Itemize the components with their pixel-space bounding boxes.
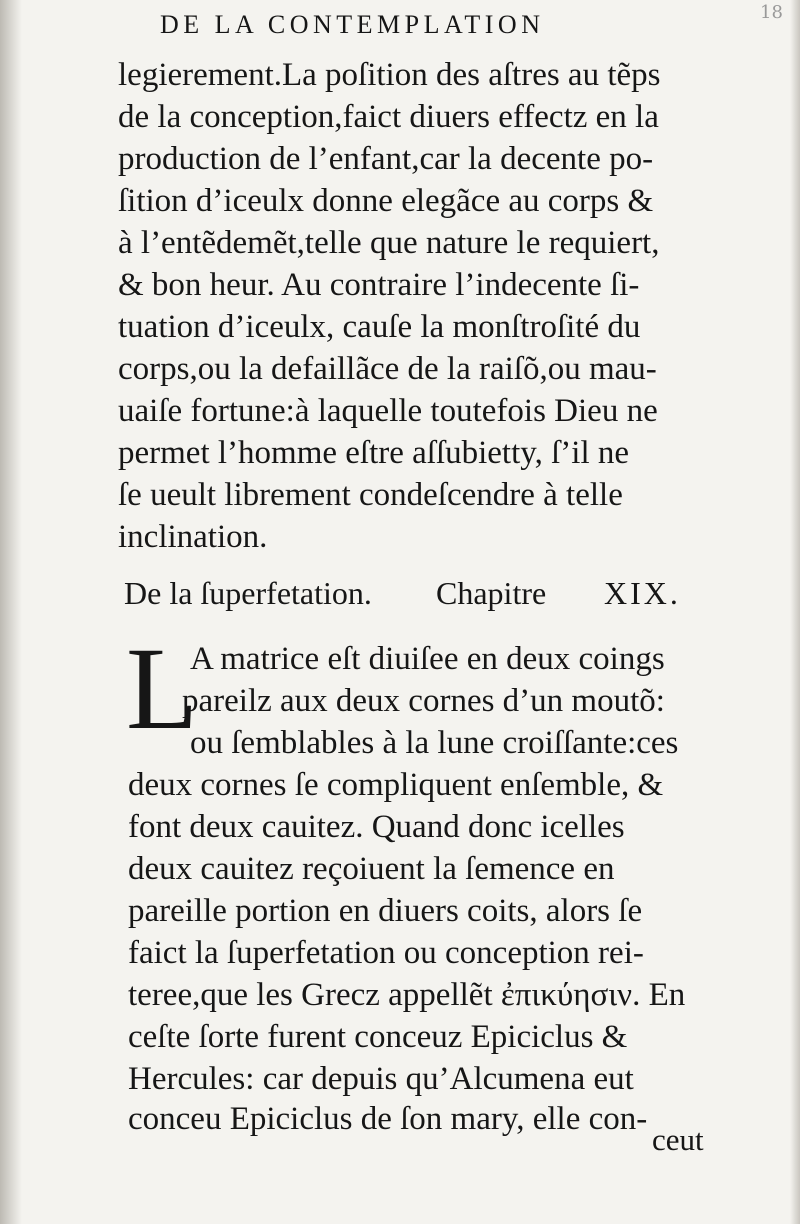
text-line: deux cornes ſe compliquent enſemble, & [128,767,664,803]
drop-cap-initial: L [126,623,199,754]
text-line: ſition d’iceulx donne elegãce au corps & [118,183,654,219]
text-line: corps,ou la defaillãce de la raiſõ,ou mau- [118,351,657,387]
catchword: ceut [652,1122,704,1157]
text-line: de la conception,faict diuers effectz en la [118,99,659,135]
text-line: pareilz aux deux cornes d’un moutõ: [182,683,665,719]
text-line: ſe ueult librement condeſcendre à telle [118,477,623,513]
text-line: conceu Epiciclus de ſon mary, elle con- [128,1101,648,1137]
text-line: teree,que les Grecz appellẽt ἐπικύησιν. En [128,977,686,1013]
text-line: font deux cauitez. Quand donc icelles [128,809,625,845]
text-line: pareille portion en diuers coits, alors ſe [128,893,643,929]
text-line: uaiſe fortune:à laquelle toutefois Dieu ne [118,393,658,429]
text-line: faict la ſuperfetation ou conception rei- [128,935,644,971]
text-line: à l’entẽdemẽt,telle que nature le requiert, [118,225,660,261]
text-line: ceſte ſorte furent conceuz Epiciclus & [128,1019,628,1055]
text-line: permet l’homme eſtre aſſubietty, ſ’il ne [118,435,630,471]
running-head: DE LA CONTEMPLATION [160,10,545,39]
chapter-number: XIX. [604,575,681,611]
page-edge-shadow [790,0,800,1224]
text-line: ou ſemblables à la lune croiſſante:ces [190,725,679,761]
text-line: A matrice eſt diuiſee en deux coings [190,641,665,677]
text-line: Hercules: car depuis qu’Alcumena eut [128,1061,634,1097]
text-line: inclination. [118,519,268,555]
chapter-title: De la ſuperfetation. [124,575,372,611]
text-line: legierement.La poſition des aſtres au tẽps [118,57,661,93]
text-line: deux cauitez reçoiuent la ſemence en [128,851,615,887]
text-line: tuation d’iceulx, cauſe la monſtroſité du [118,309,641,345]
text-line: production de l’enfant,car la decente po- [118,141,654,177]
page-gutter-shadow [0,0,22,1224]
text-line: & bon heur. Au contraire l’indecente ſi- [118,267,640,303]
folio-mark: 18 [760,2,783,23]
chapter-label: Chapitre [436,575,547,611]
